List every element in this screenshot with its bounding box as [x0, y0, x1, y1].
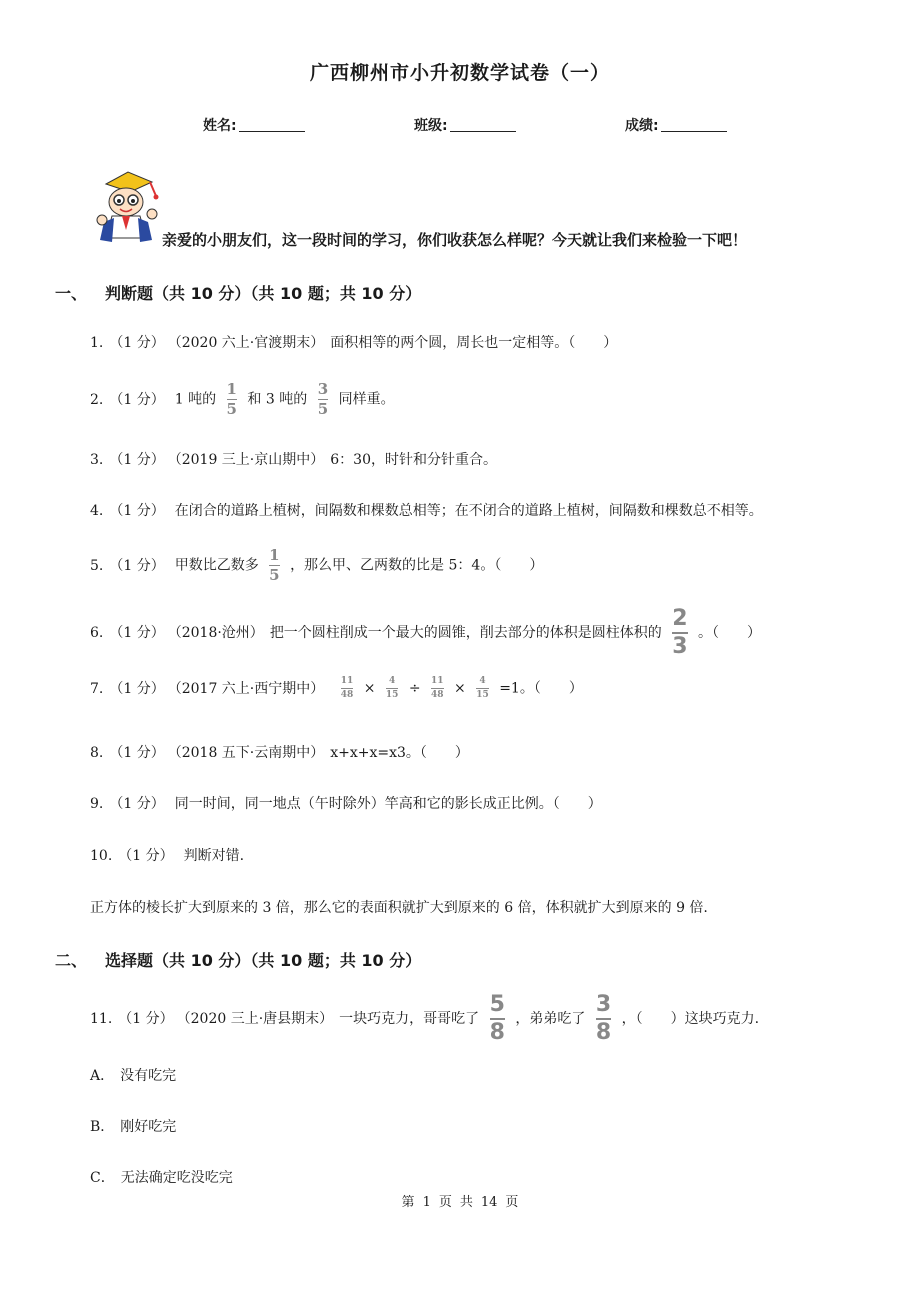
question-11: 11. （1 分） （2020 三上·唐县期末） 一块巧克力，哥哥吃了 $\frac{5}{8}$ ，弟弟吃了 $\frac{3}{8}$ ，（ ）这块巧克力. — [90, 992, 760, 1045]
class-label: 班级: — [414, 118, 448, 134]
fraction: $\frac{11}{48}$ — [431, 676, 444, 700]
class-field[interactable] — [414, 115, 516, 135]
question-6: 6. （1 分） （2018·沧州） 把一个圆柱削成一个最大的圆锥，削去部分的体积是圆柱体积的 $\frac{2}{3}$ 。（ ） — [90, 606, 762, 659]
name-blank[interactable] — [239, 117, 305, 132]
fraction: $\frac{11}{48}$ — [340, 676, 354, 700]
fraction: $\frac{3}{8}$ — [595, 992, 612, 1045]
question-1: 1. （1 分） （2020 六上·官渡期末） 面积相等的两个圆，周长也一定相等。（ ） — [90, 335, 618, 351]
section-header-1: 一、 判断题（共 10 分）（共 10 题；共 10 分） — [55, 284, 422, 303]
score-blank[interactable] — [661, 117, 727, 132]
question-10-statement: 正方体的棱长扩大到原来的 3 倍，那么它的表面积就扩大到原来的 6 倍，体积就扩大到原来的 9 倍. — [90, 900, 708, 916]
fraction: $\frac{3}{5}$ — [317, 380, 329, 418]
fraction: $\frac{4}{15}$ — [385, 676, 399, 700]
option-a[interactable]: A． 没有吃完 — [90, 1068, 177, 1084]
fraction: $\frac{2}{3}$ — [672, 606, 688, 659]
question-7: 7. （1 分） （2017 六上·西宁期中） $\frac{11}{48}$ × $\frac{4}{15}$ ÷ $\frac{11}{48}$ × $\frac{4}{15}$ =1。（ ） — [90, 676, 583, 700]
option-c[interactable]: C． 无法确定吃没吃完 — [90, 1170, 233, 1186]
name-field[interactable] — [203, 115, 305, 135]
question-2: 2. （1 分） 1 吨的 $\frac{1}{5}$ 和 3 吨的 $\frac{3}{5}$ 同样重。 — [90, 380, 395, 418]
fraction: $\frac{4}{15}$ — [476, 676, 489, 700]
section-header-2: 二、 选择题（共 10 分）（共 10 题；共 10 分） — [55, 951, 422, 970]
question-3: 3. （1 分） （2019 三上·京山期中） 6：30，时针和分针重合。 — [90, 452, 497, 468]
mascot-doctor-icon — [92, 170, 164, 246]
fraction: $\frac{1}{5}$ — [226, 380, 237, 418]
question-10: 10. （1 分） 判断对错. — [90, 848, 245, 864]
greeting-text: 亲爱的小朋友们，这一段时间的学习，你们收获怎么样呢？今天就让我们来检验一下吧！ — [162, 231, 748, 249]
question-5: 5. （1 分） 甲数比乙数多 $\frac{1}{5}$ ，那么甲、乙两数的比是 5：4。（ ） — [90, 546, 544, 584]
page-footer: 第 1 页 共 14 页 — [401, 1195, 519, 1210]
fraction: $\frac{1}{5}$ — [269, 546, 280, 584]
question-8: 8. （1 分） （2018 五下·云南期中） x+x+x=x3。（ ） — [90, 745, 469, 761]
score-field[interactable] — [625, 115, 727, 135]
fraction: $\frac{5}{8}$ — [489, 992, 505, 1045]
option-b[interactable]: B． 刚好吃完 — [90, 1119, 177, 1135]
score-label: 成绩: — [625, 118, 659, 134]
question-4: 4. （1 分） 在闭合的道路上植树，间隔数和棵数总相等；在不闭合的道路上植树，间隔数和棵数总不相等。 — [90, 503, 763, 519]
name-label: 姓名: — [203, 118, 237, 134]
page-title: 广西柳州市小升初数学试卷（一） — [309, 62, 610, 84]
class-blank[interactable] — [450, 117, 516, 132]
question-9: 9. （1 分） 同一时间，同一地点（午时除外）竿高和它的影长成正比例。（ ） — [90, 796, 602, 812]
